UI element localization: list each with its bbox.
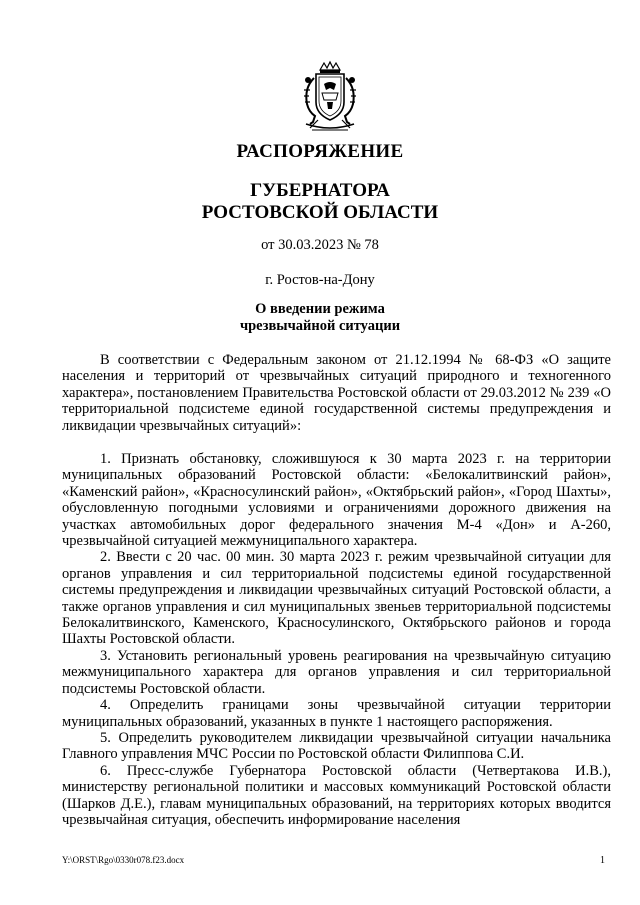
issuer-line-2: РОСТОВСКОЙ ОБЛАСТИ	[201, 202, 439, 223]
footer-file-path: Y:\ORST\Rgo\0330r078.f23.docx	[62, 855, 185, 865]
subject-line-1: О введении режима	[255, 301, 385, 317]
issuer-line-1: ГУБЕРНАТОРА	[250, 180, 390, 201]
preamble-paragraph: В соответствии с Федеральным законом от 21.12.1994 № 68-ФЗ «О защите населения и территорий от чрезвычайных ситуаций природного и техногенного характера», постановлением Правительства Ростовской области от 29.03.2012 № 239 «О территориальной подсистеме единой государственной системы предупреждения и ликвидации чрезвычайных ситуаций»:	[62, 352, 611, 434]
order-item-4: 4. Определить границами зоны чрезвычайной ситуации территории муниципальных образований, указанных в пункте 1 настоящего распоряжения.	[62, 697, 611, 730]
coat-of-arms-icon	[298, 60, 362, 134]
order-item-1: 1. Признать обстановку, сложившуюся к 30 марта 2023 г. на территории муниципальных образований Ростовской области: «Белокалитвинский район», «Каменский район», «Красносулинский район», «Октябрьский район», «Город Шахты», обусловленную погодными условиями и ограничениями дорожного движения на участках автомобильных дорог федерального значения М-4 «Дон» и А-260, чрезвычайной ситуацией межмуниципального характера.	[62, 451, 611, 550]
order-item-2: 2. Ввести с 20 час. 00 мин. 30 марта 2023 г. режим чрезвычайной ситуации для органов управления и сил территориальной подсистемы единой государственной системы предупреждения и ликвидации чрезвычайных ситуаций Ростовской области, а также органов управления и сил муниципальных звеньев территориальной подсистемы Белокалитвинского, Каменского, Красносулинского, Октябрьского районов и города Шахты Ростовской области.	[62, 549, 611, 648]
order-item-3: 3. Установить региональный уровень реагирования на чрезвычайную ситуацию межмуниципального характера для органов управления и сил территориальной подсистемы Ростовской области.	[62, 647, 611, 697]
subject-line-2: чрезвычайной ситуации	[239, 318, 401, 334]
page-number: 1	[600, 855, 605, 866]
document-title: РАСПОРЯЖЕНИЕ	[236, 141, 404, 162]
order-item-6: 6. Пресс-службе Губернатора Ростовской области (Четвертакова И.В.), министерству региональной политики и массовых коммуникаций Ростовской области (Шарков Д.Е.), главам муниципальных образований, на территориях которых вводится чрезвычайная ситуация, обеспечить информирование населения	[62, 762, 611, 828]
order-item-5: 5. Определить руководителем ликвидации чрезвычайной ситуации начальника Главного управления МЧС России по Ростовской области Филиппова С.И.	[62, 729, 611, 763]
document-city: г. Ростов-на-Дону	[265, 272, 375, 288]
document-date: от 30.03.2023 № 78	[261, 237, 379, 253]
order-items	[62, 451, 611, 828]
preamble	[62, 352, 611, 434]
